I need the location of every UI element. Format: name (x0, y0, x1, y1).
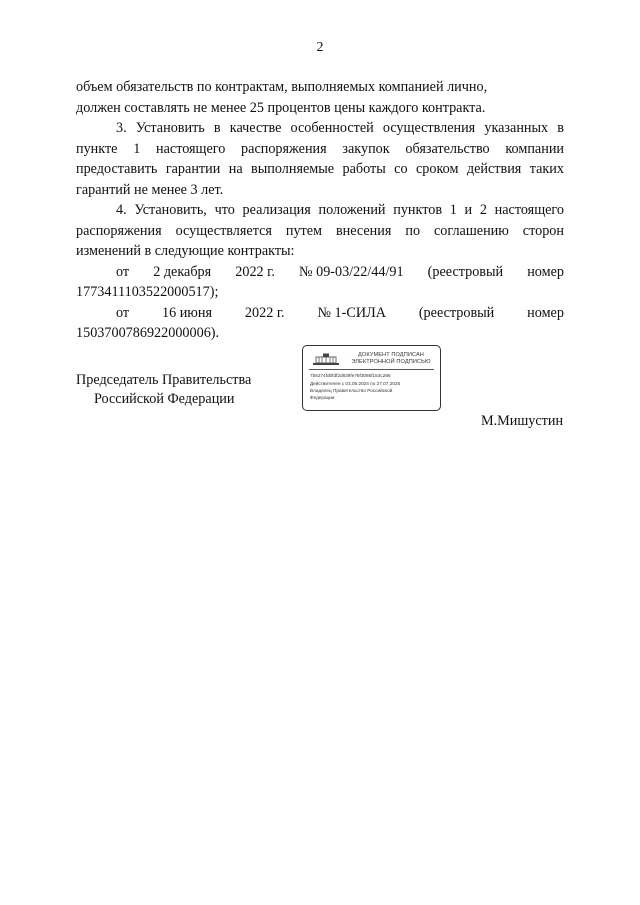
contract-1-date: 2 декабря (153, 263, 212, 280)
paragraph-3: 3. Установить в качестве особенностей осуществления указанных в пункте 1 настоящего распоряжения закупок обязательство компании предоставить гарантии на выполняемые работы со сроком действия таких гарантий не менее 3 лет. (76, 120, 564, 198)
contract-1-registry-label: (реестровый (427, 263, 504, 280)
signatory-name: М.Мишустин (481, 413, 564, 429)
stamp-owner-line-2: Федерации (310, 395, 335, 400)
contract-2-registry-word: номер (527, 304, 564, 321)
contract-1-registry-word: номер (527, 263, 564, 280)
contract-2-number: № 1-СИЛА (317, 304, 386, 321)
signatory-position-line-1: Председатель Правительства (76, 372, 252, 388)
stamp-divider (309, 369, 434, 370)
contract-1-registry-number: 1773411103522000517); (76, 284, 219, 300)
contract-2-registry-number: 1503700786922000006). (76, 325, 220, 341)
stamp-validity: Действителен с 03.05.2024 по 27.07.2025 (310, 381, 401, 386)
page-number: 2 (316, 40, 324, 55)
stamp-title-line-1: ДОКУМЕНТ ПОДПИСАН (358, 352, 424, 358)
contract-1-from: от (116, 263, 130, 280)
contract-2-registry-label: (реестровый (418, 304, 495, 321)
contract-1-number: № 09-03/22/44/91 (299, 263, 404, 280)
contract-1 (76, 262, 564, 303)
contract-2 (76, 303, 564, 344)
contract-1-year: 2022 г. (235, 263, 275, 280)
contract-2-year: 2022 г. (244, 304, 285, 321)
stamp-title (347, 352, 435, 366)
signatory-position (76, 371, 251, 409)
document-body (76, 77, 564, 344)
paragraph-1-line-2: должен составлять не менее 25 процентов цены каждого контракта. (76, 99, 486, 116)
stamp-owner-line-1: Владелец Правительство Российской (310, 388, 393, 393)
contract-2-from: от (116, 304, 130, 321)
contract-2-date: 16 июня (161, 304, 213, 321)
government-building-icon (312, 352, 340, 366)
stamp-title-line-2: ЭЛЕКТРОННОЙ ПОДПИСЬЮ (351, 359, 431, 365)
paragraph-1-line-1: объем обязательств по контрактам, выполняемых компанией лично, (76, 79, 488, 95)
stamp-certificate: 7b6274fd0fdf2d839fe78f3086f153c286 (310, 373, 391, 378)
paragraph-4: 4. Установить, что реализация положений пунктов 1 и 2 настоящего распоряжения осуществляется путем внесения по соглашению сторон изменений в следующие контракты: (76, 202, 564, 259)
electronic-signature-stamp (302, 345, 441, 411)
signatory-position-line-2: Российской Федерации (94, 391, 235, 407)
